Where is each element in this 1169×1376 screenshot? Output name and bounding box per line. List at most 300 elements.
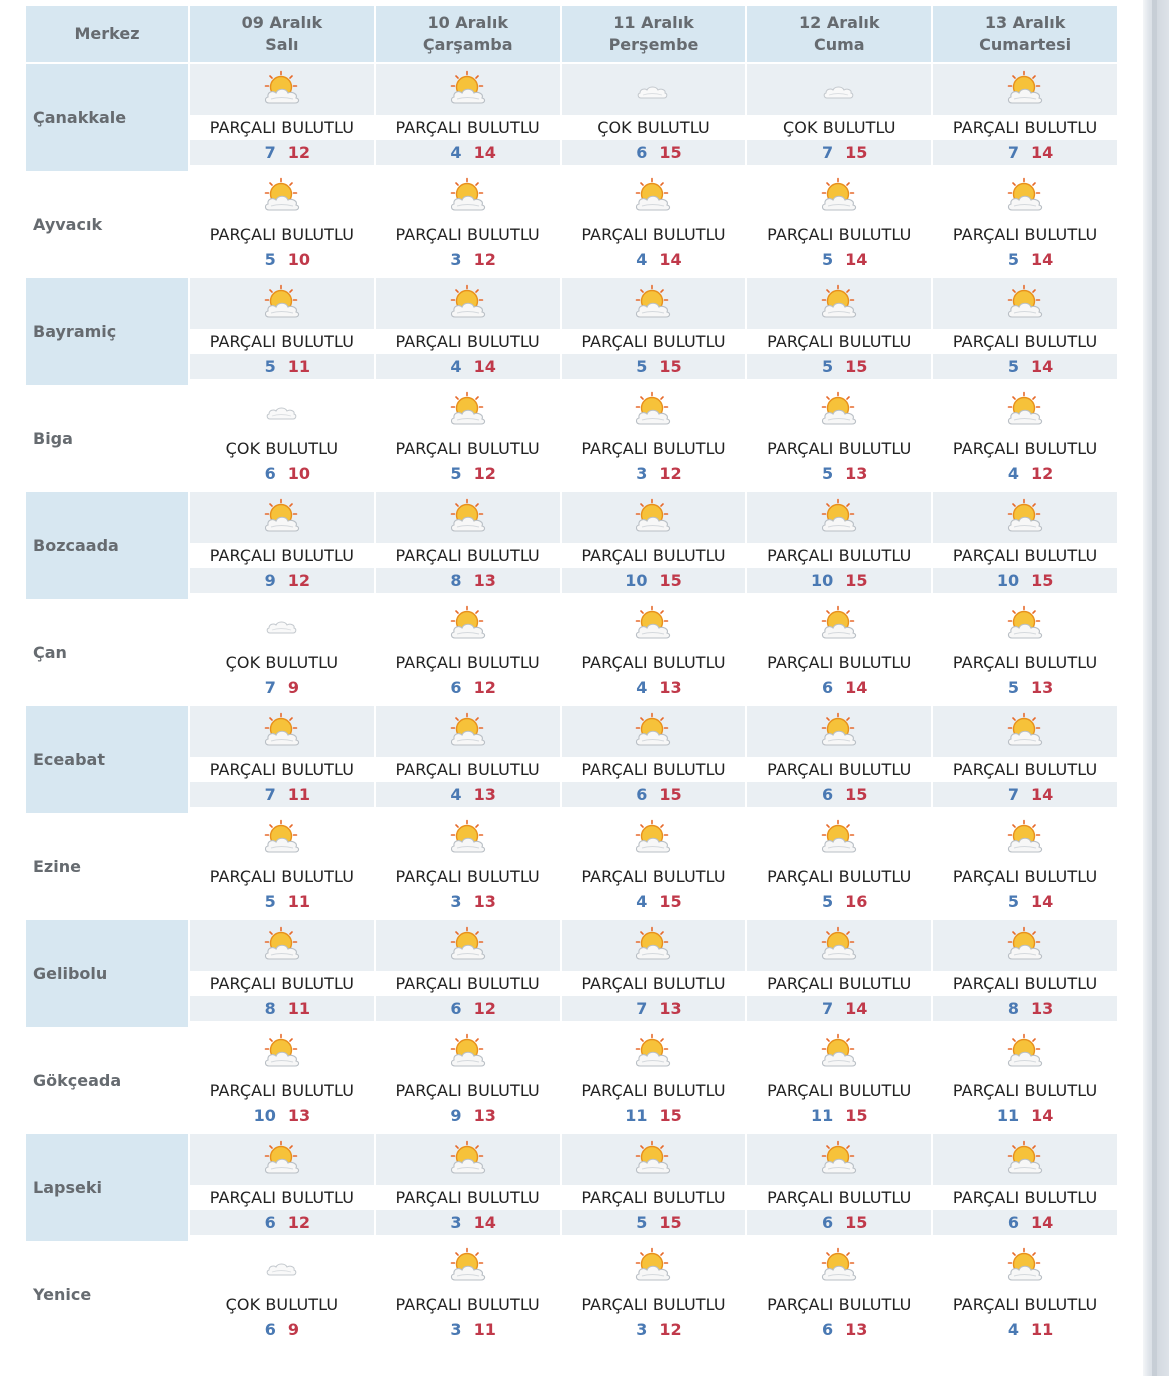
max-temperature: 15 <box>659 571 682 590</box>
weather-icon-box <box>562 599 746 650</box>
max-temperature: 15 <box>659 892 682 911</box>
max-temperature: 15 <box>659 357 682 376</box>
partly-cloudy-icon <box>632 498 674 538</box>
min-temperature: 6 <box>636 785 648 804</box>
partly-cloudy-icon <box>447 284 489 324</box>
weather-icon-box <box>190 1241 374 1292</box>
forecast-cell <box>190 171 374 278</box>
forecast-cell <box>933 171 1117 278</box>
forecast-row <box>26 64 1117 171</box>
partly-cloudy-icon <box>447 1247 489 1287</box>
weather-condition: PARÇALI BULUTLU <box>581 1081 726 1100</box>
temperature-range <box>933 354 1117 379</box>
forecast-cell <box>376 599 560 706</box>
max-temperature: 14 <box>1030 785 1054 804</box>
min-temperature: 5 <box>1007 250 1019 269</box>
weather-condition: PARÇALI BULUTLU <box>952 1295 1098 1314</box>
min-temperature: 5 <box>822 357 834 376</box>
min-temperature: 4 <box>450 785 462 804</box>
max-temperature: 14 <box>1030 1213 1054 1232</box>
temperature-range <box>562 1317 746 1342</box>
min-temperature: 9 <box>450 1106 462 1125</box>
min-temperature: 6 <box>822 1213 834 1232</box>
weather-condition: PARÇALI BULUTLU <box>395 974 540 993</box>
min-temperature: 3 <box>450 1213 462 1232</box>
weather-condition: PARÇALI BULUTLU <box>767 974 912 993</box>
max-temperature: 15 <box>659 1106 682 1125</box>
day-header <box>933 6 1117 64</box>
temperature-range <box>562 461 746 486</box>
max-temperature: 13 <box>1030 678 1054 697</box>
max-temperature: 9 <box>287 678 300 697</box>
max-temperature: 11 <box>287 892 311 911</box>
temperature-range <box>376 568 560 593</box>
weather-icon-box <box>376 599 560 650</box>
temperature-range <box>190 889 374 914</box>
weather-condition: ÇOK BULUTLU <box>225 653 339 672</box>
temperature-range <box>747 1317 931 1342</box>
min-temperature: 7 <box>264 785 276 804</box>
max-temperature: 11 <box>287 999 311 1018</box>
forecast-cell <box>747 813 931 920</box>
partly-cloudy-icon <box>1004 1247 1046 1287</box>
day-date: 12 Aralık <box>799 13 880 32</box>
min-temperature: 4 <box>450 357 462 376</box>
station-cell <box>26 64 188 171</box>
weather-condition: PARÇALI BULUTLU <box>952 332 1098 351</box>
station-name: Eceabat <box>33 750 105 769</box>
min-temperature: 4 <box>636 678 648 697</box>
partly-cloudy-icon <box>632 819 674 859</box>
weather-condition: PARÇALI BULUTLU <box>209 1188 355 1207</box>
partly-cloudy-icon <box>1004 498 1046 538</box>
day-weekday: Cumartesi <box>979 35 1072 54</box>
station-cell <box>26 385 188 492</box>
min-temperature: 5 <box>636 357 648 376</box>
weather-condition: PARÇALI BULUTLU <box>581 1295 726 1314</box>
weather-condition: ÇOK BULUTLU <box>783 118 896 137</box>
station-name: Biga <box>33 429 73 448</box>
weather-condition: PARÇALI BULUTLU <box>952 225 1098 244</box>
weather-condition: PARÇALI BULUTLU <box>581 546 726 565</box>
partly-cloudy-icon <box>447 1033 489 1073</box>
partly-cloudy-icon <box>447 177 489 217</box>
temperature-range <box>562 1210 746 1235</box>
max-temperature: 15 <box>845 785 868 804</box>
station-name: Çan <box>33 643 67 662</box>
temperature-range <box>933 782 1117 807</box>
temperature-range <box>190 140 374 165</box>
min-temperature: 5 <box>264 892 276 911</box>
day-header <box>747 6 931 64</box>
station-cell <box>26 492 188 599</box>
temperature-range <box>747 568 931 593</box>
weather-icon-box <box>562 1241 746 1292</box>
forecast-cell <box>562 920 746 1027</box>
max-temperature: 14 <box>1030 892 1054 911</box>
min-temperature: 10 <box>625 571 648 590</box>
forecast-cell <box>747 920 931 1027</box>
forecast-cell <box>933 385 1117 492</box>
weather-icon-box <box>376 1134 560 1185</box>
weather-condition: PARÇALI BULUTLU <box>581 760 726 779</box>
partly-cloudy-icon <box>1004 605 1046 645</box>
max-temperature: 9 <box>287 1320 300 1339</box>
partly-cloudy-icon <box>1004 819 1046 859</box>
weather-icon-box <box>562 492 746 543</box>
partly-cloudy-icon <box>632 1033 674 1073</box>
weather-condition: PARÇALI BULUTLU <box>952 546 1098 565</box>
forecast-cell <box>747 492 931 599</box>
weather-icon-box <box>190 385 374 436</box>
weather-condition: PARÇALI BULUTLU <box>952 653 1098 672</box>
weather-icon-box <box>190 599 374 650</box>
min-temperature: 5 <box>636 1213 648 1232</box>
partly-cloudy-icon <box>818 926 860 966</box>
max-temperature: 13 <box>473 571 496 590</box>
weather-icon-box <box>562 813 746 864</box>
weather-condition: PARÇALI BULUTLU <box>395 332 540 351</box>
weather-icon-box <box>933 599 1117 650</box>
forecast-cell <box>562 706 746 813</box>
day-header <box>376 6 560 64</box>
forecast-cell <box>376 64 560 171</box>
station-name: Bayramiç <box>33 322 117 341</box>
partly-cloudy-icon <box>632 1140 674 1180</box>
min-temperature: 4 <box>636 250 648 269</box>
forecast-cell <box>562 278 746 385</box>
min-temperature: 10 <box>253 1106 276 1125</box>
min-temperature: 7 <box>264 678 276 697</box>
day-date: 10 Aralık <box>427 13 508 32</box>
min-temperature: 7 <box>636 999 648 1018</box>
weather-icon-box <box>376 171 560 222</box>
weather-icon-box <box>562 920 746 971</box>
weather-condition: PARÇALI BULUTLU <box>767 1081 912 1100</box>
forecast-cell <box>562 1134 746 1241</box>
min-temperature: 7 <box>1007 143 1019 162</box>
header-row <box>26 6 1117 64</box>
max-temperature: 11 <box>473 1320 496 1339</box>
max-temperature: 14 <box>473 357 496 376</box>
forecast-cell <box>933 64 1117 171</box>
station-column-label: Merkez <box>74 24 140 43</box>
min-temperature: 3 <box>636 1320 648 1339</box>
forecast-body <box>26 64 1117 1348</box>
temperature-range <box>376 1210 560 1235</box>
partly-cloudy-icon <box>261 177 303 217</box>
forecast-row <box>26 492 1117 599</box>
min-temperature: 3 <box>636 464 648 483</box>
weather-condition: PARÇALI BULUTLU <box>767 439 912 458</box>
weather-condition: PARÇALI BULUTLU <box>581 332 726 351</box>
weather-icon-box <box>747 171 931 222</box>
partly-cloudy-icon <box>1004 1140 1046 1180</box>
partly-cloudy-icon <box>261 284 303 324</box>
forecast-cell <box>747 278 931 385</box>
partly-cloudy-icon <box>1004 391 1046 431</box>
max-temperature: 14 <box>473 1213 496 1232</box>
forecast-table <box>24 6 1119 1348</box>
max-temperature: 14 <box>845 678 868 697</box>
weather-condition: PARÇALI BULUTLU <box>767 1295 912 1314</box>
weather-icon-box <box>747 1027 931 1078</box>
forecast-cell <box>190 599 374 706</box>
temperature-range <box>190 354 374 379</box>
partly-cloudy-icon <box>818 819 860 859</box>
forecast-cell <box>933 706 1117 813</box>
weather-condition: PARÇALI BULUTLU <box>581 867 726 886</box>
forecast-cell <box>376 920 560 1027</box>
partly-cloudy-icon <box>818 1247 860 1287</box>
temperature-range <box>747 354 931 379</box>
max-temperature: 13 <box>659 678 682 697</box>
forecast-cell <box>190 706 374 813</box>
max-temperature: 13 <box>473 785 496 804</box>
weather-icon-box <box>747 1241 931 1292</box>
weather-condition: PARÇALI BULUTLU <box>395 1081 540 1100</box>
partly-cloudy-icon <box>632 712 674 752</box>
forecast-cell <box>933 920 1117 1027</box>
max-temperature: 13 <box>287 1106 311 1125</box>
partly-cloudy-icon <box>818 284 860 324</box>
weather-icon-box <box>747 920 931 971</box>
max-temperature: 10 <box>287 464 311 483</box>
temperature-range <box>933 675 1117 700</box>
temperature-range <box>933 1103 1117 1128</box>
max-temperature: 15 <box>659 1213 682 1232</box>
max-temperature: 12 <box>287 1213 311 1232</box>
forecast-row <box>26 171 1117 278</box>
weather-condition: PARÇALI BULUTLU <box>395 867 540 886</box>
max-temperature: 14 <box>1030 250 1054 269</box>
forecast-cell <box>190 64 374 171</box>
partly-cloudy-icon <box>447 605 489 645</box>
min-temperature: 7 <box>822 999 834 1018</box>
weather-condition: PARÇALI BULUTLU <box>209 332 355 351</box>
station-cell <box>26 813 188 920</box>
weather-icon-box <box>376 492 560 543</box>
weather-condition: PARÇALI BULUTLU <box>395 1295 540 1314</box>
weather-condition: PARÇALI BULUTLU <box>395 439 540 458</box>
temperature-range <box>562 675 746 700</box>
min-temperature: 10 <box>996 571 1020 590</box>
temperature-range <box>562 140 746 165</box>
partly-cloudy-icon <box>818 605 860 645</box>
max-temperature: 13 <box>845 464 868 483</box>
weather-condition: PARÇALI BULUTLU <box>952 974 1098 993</box>
weather-icon-box <box>933 171 1117 222</box>
temperature-range <box>376 1317 560 1342</box>
weather-condition: PARÇALI BULUTLU <box>581 653 726 672</box>
weather-icon-box <box>562 171 746 222</box>
temperature-range <box>376 1103 560 1128</box>
station-cell <box>26 278 188 385</box>
forecast-cell <box>933 492 1117 599</box>
max-temperature: 12 <box>659 464 682 483</box>
partly-cloudy-icon <box>447 819 489 859</box>
weather-icon-box <box>190 171 374 222</box>
weather-icon-box <box>190 920 374 971</box>
min-temperature: 5 <box>1007 892 1019 911</box>
forecast-cell <box>562 1027 746 1134</box>
max-temperature: 11 <box>287 357 311 376</box>
weather-condition: PARÇALI BULUTLU <box>395 653 540 672</box>
min-temperature: 4 <box>1007 1320 1019 1339</box>
temperature-range <box>933 140 1117 165</box>
weather-condition: PARÇALI BULUTLU <box>209 760 355 779</box>
temperature-range <box>376 889 560 914</box>
partly-cloudy-icon <box>818 712 860 752</box>
max-temperature: 12 <box>473 678 496 697</box>
weather-icon-box <box>747 492 931 543</box>
weather-icon-box <box>747 385 931 436</box>
partly-cloudy-icon <box>818 391 860 431</box>
forecast-row <box>26 1027 1117 1134</box>
partly-cloudy-icon <box>818 177 860 217</box>
min-temperature: 5 <box>822 464 834 483</box>
max-temperature: 14 <box>845 999 868 1018</box>
max-temperature: 14 <box>659 250 682 269</box>
forecast-cell <box>747 1027 931 1134</box>
forecast-cell <box>376 1241 560 1348</box>
station-cell <box>26 1241 188 1348</box>
temperature-range <box>190 1210 374 1235</box>
station-name: Ezine <box>33 857 81 876</box>
temperature-range <box>933 996 1117 1021</box>
max-temperature: 13 <box>473 1106 496 1125</box>
temperature-range <box>747 996 931 1021</box>
weather-condition: PARÇALI BULUTLU <box>952 867 1098 886</box>
min-temperature: 6 <box>450 999 462 1018</box>
max-temperature: 14 <box>1030 143 1054 162</box>
weather-icon-box <box>933 1027 1117 1078</box>
weather-condition: PARÇALI BULUTLU <box>581 439 726 458</box>
temperature-range <box>190 996 374 1021</box>
temperature-range <box>376 461 560 486</box>
forecast-cell <box>190 278 374 385</box>
min-temperature: 6 <box>1007 1213 1019 1232</box>
day-weekday: Çarşamba <box>422 35 513 54</box>
partly-cloudy-icon <box>261 712 303 752</box>
partly-cloudy-icon <box>261 819 303 859</box>
weather-icon-box <box>933 385 1117 436</box>
partly-cloudy-icon <box>1004 284 1046 324</box>
forecast-cell <box>562 385 746 492</box>
station-cell <box>26 1134 188 1241</box>
station-cell <box>26 599 188 706</box>
max-temperature: 14 <box>1030 357 1054 376</box>
forecast-cell <box>747 385 931 492</box>
temperature-range <box>747 782 931 807</box>
max-temperature: 15 <box>845 571 868 590</box>
weather-condition: PARÇALI BULUTLU <box>767 332 912 351</box>
weather-condition: PARÇALI BULUTLU <box>395 118 540 137</box>
min-temperature: 9 <box>264 571 276 590</box>
forecast-cell <box>933 278 1117 385</box>
max-temperature: 16 <box>845 892 868 911</box>
day-date: 11 Aralık <box>613 13 694 32</box>
partly-cloudy-icon <box>1004 926 1046 966</box>
min-temperature: 4 <box>636 892 648 911</box>
weather-condition: PARÇALI BULUTLU <box>952 760 1098 779</box>
temperature-range <box>376 996 560 1021</box>
temperature-range <box>190 782 374 807</box>
max-temperature: 11 <box>287 785 311 804</box>
temperature-range <box>562 1103 746 1128</box>
cloudy-icon <box>632 70 674 110</box>
day-date: 13 Aralık <box>984 13 1066 32</box>
temperature-range <box>933 568 1117 593</box>
weather-icon-box <box>933 813 1117 864</box>
temperature-range <box>562 354 746 379</box>
temperature-range <box>562 247 746 272</box>
min-temperature: 7 <box>822 143 834 162</box>
forecast-row <box>26 1241 1117 1348</box>
station-cell <box>26 920 188 1027</box>
min-temperature: 5 <box>450 464 462 483</box>
temperature-range <box>376 782 560 807</box>
max-temperature: 15 <box>845 357 868 376</box>
day-header <box>190 6 374 64</box>
weather-condition: PARÇALI BULUTLU <box>767 867 912 886</box>
partly-cloudy-icon <box>1004 1033 1046 1073</box>
max-temperature: 13 <box>659 999 682 1018</box>
station-column-header <box>26 6 188 64</box>
weather-condition: PARÇALI BULUTLU <box>767 546 912 565</box>
max-temperature: 12 <box>659 1320 682 1339</box>
min-temperature: 6 <box>450 678 462 697</box>
partly-cloudy-icon <box>632 926 674 966</box>
min-temperature: 5 <box>822 892 834 911</box>
weather-condition: PARÇALI BULUTLU <box>209 546 355 565</box>
max-temperature: 15 <box>1031 571 1054 590</box>
max-temperature: 12 <box>473 464 496 483</box>
temperature-range <box>190 247 374 272</box>
min-temperature: 5 <box>822 250 834 269</box>
partly-cloudy-icon <box>447 391 489 431</box>
min-temperature: 5 <box>264 357 276 376</box>
temperature-range <box>747 461 931 486</box>
temperature-range <box>933 461 1117 486</box>
station-cell <box>26 171 188 278</box>
forecast-cell <box>376 492 560 599</box>
partly-cloudy-icon <box>447 498 489 538</box>
max-temperature: 13 <box>473 892 496 911</box>
weather-icon-box <box>933 1241 1117 1292</box>
max-temperature: 15 <box>845 1213 868 1232</box>
forecast-cell <box>562 492 746 599</box>
min-temperature: 8 <box>450 571 462 590</box>
forecast-cell <box>376 278 560 385</box>
min-temperature: 10 <box>811 571 834 590</box>
weather-icon-box <box>562 64 746 115</box>
temperature-range <box>376 247 560 272</box>
forecast-cell <box>376 171 560 278</box>
weather-icon-box <box>747 813 931 864</box>
temperature-range <box>190 568 374 593</box>
weather-condition: PARÇALI BULUTLU <box>952 1188 1098 1207</box>
station-name: Yenice <box>33 1285 92 1304</box>
max-temperature: 12 <box>473 999 496 1018</box>
station-name: Lapseki <box>33 1178 102 1197</box>
forecast-cell <box>376 1134 560 1241</box>
partly-cloudy-icon <box>1004 70 1046 110</box>
min-temperature: 6 <box>822 1320 834 1339</box>
partly-cloudy-icon <box>632 1247 674 1287</box>
scrollbar-thumb[interactable] <box>1152 0 1157 1376</box>
weather-icon-box <box>376 64 560 115</box>
